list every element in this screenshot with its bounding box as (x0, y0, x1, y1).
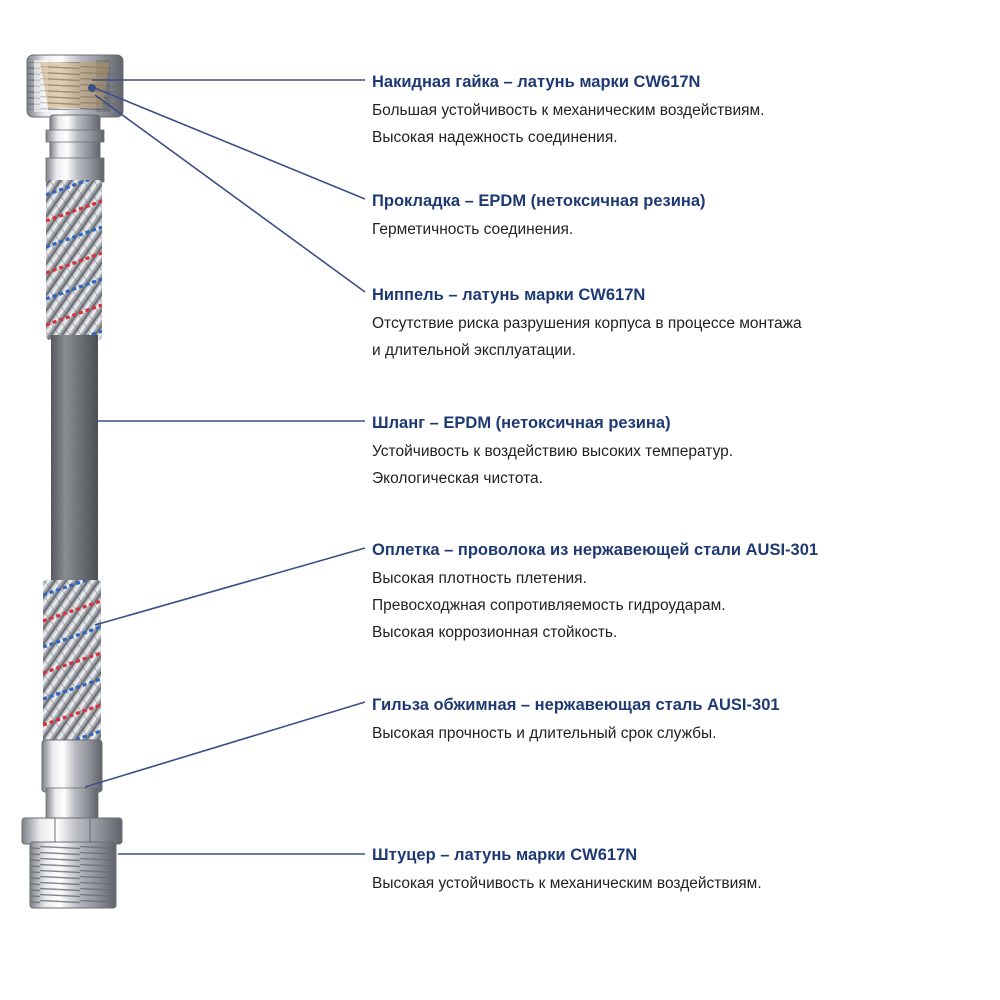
callout-nipple (372, 285, 982, 364)
callout-text: Высокая устойчивость к механическим воздействиям. (372, 875, 762, 892)
callout-title: Гильза обжимная – нержавеющая сталь AUSI-301 (372, 696, 780, 714)
callout-text: Устойчивость к воздействию высоких температур. (372, 443, 734, 460)
callout-text: Отсутствие риска разрушения корпуса в процессе монтажа (372, 315, 802, 332)
callout-text: Экологическая чистота. (372, 470, 543, 487)
callout-union-nut (372, 72, 982, 151)
union-nut (27, 55, 123, 117)
callout-text: Высокая коррозионная стойкость. (372, 624, 618, 641)
callout-text: Герметичность соединения. (372, 221, 574, 238)
callout-title: Шланг – EPDM (нетоксичная резина) (372, 414, 671, 432)
braid-top (46, 175, 102, 351)
leader-line-nipple (95, 95, 365, 292)
nipple (46, 115, 104, 185)
callout-fitting (372, 845, 982, 897)
callout-title: Оплетка – проволока из нержавеющей стали AUSI-301 (372, 541, 819, 559)
leader-line-sleeve (85, 702, 365, 787)
callout-text: Высокая прочность и длительный срок службы. (372, 725, 717, 742)
callout-title: Ниппель – латунь марки CW617N (372, 286, 646, 304)
callout-title: Штуцер – латунь марки CW617N (372, 846, 638, 864)
callout-text: Высокая надежность соединения. (372, 129, 618, 146)
callout-text: Высокая плотность плетения. (372, 570, 587, 587)
callout-gasket (372, 191, 982, 243)
pointer-dot (88, 84, 96, 92)
leader-lines (85, 80, 365, 854)
callout-hose (372, 413, 982, 492)
callout-braid (372, 540, 982, 646)
callout-crimp-sleeve (372, 695, 982, 747)
callout-title: Прокладка – EPDM (нетоксичная резина) (372, 192, 706, 210)
callout-text: и длительной эксплуатации. (372, 342, 576, 359)
crimp-sleeve (42, 740, 102, 820)
fitting (22, 818, 122, 908)
hose-body (51, 335, 98, 590)
callout-text: Большая устойчивость к механическим воздействиям. (372, 102, 765, 119)
callout-text: Превосходжная сопротивляемость гидроударам. (372, 597, 726, 614)
leader-line-gasket (90, 86, 365, 199)
callout-title: Накидная гайка – латунь марки CW617N (372, 73, 701, 91)
leader-line-braid (95, 548, 365, 625)
braid-bottom (43, 575, 101, 751)
